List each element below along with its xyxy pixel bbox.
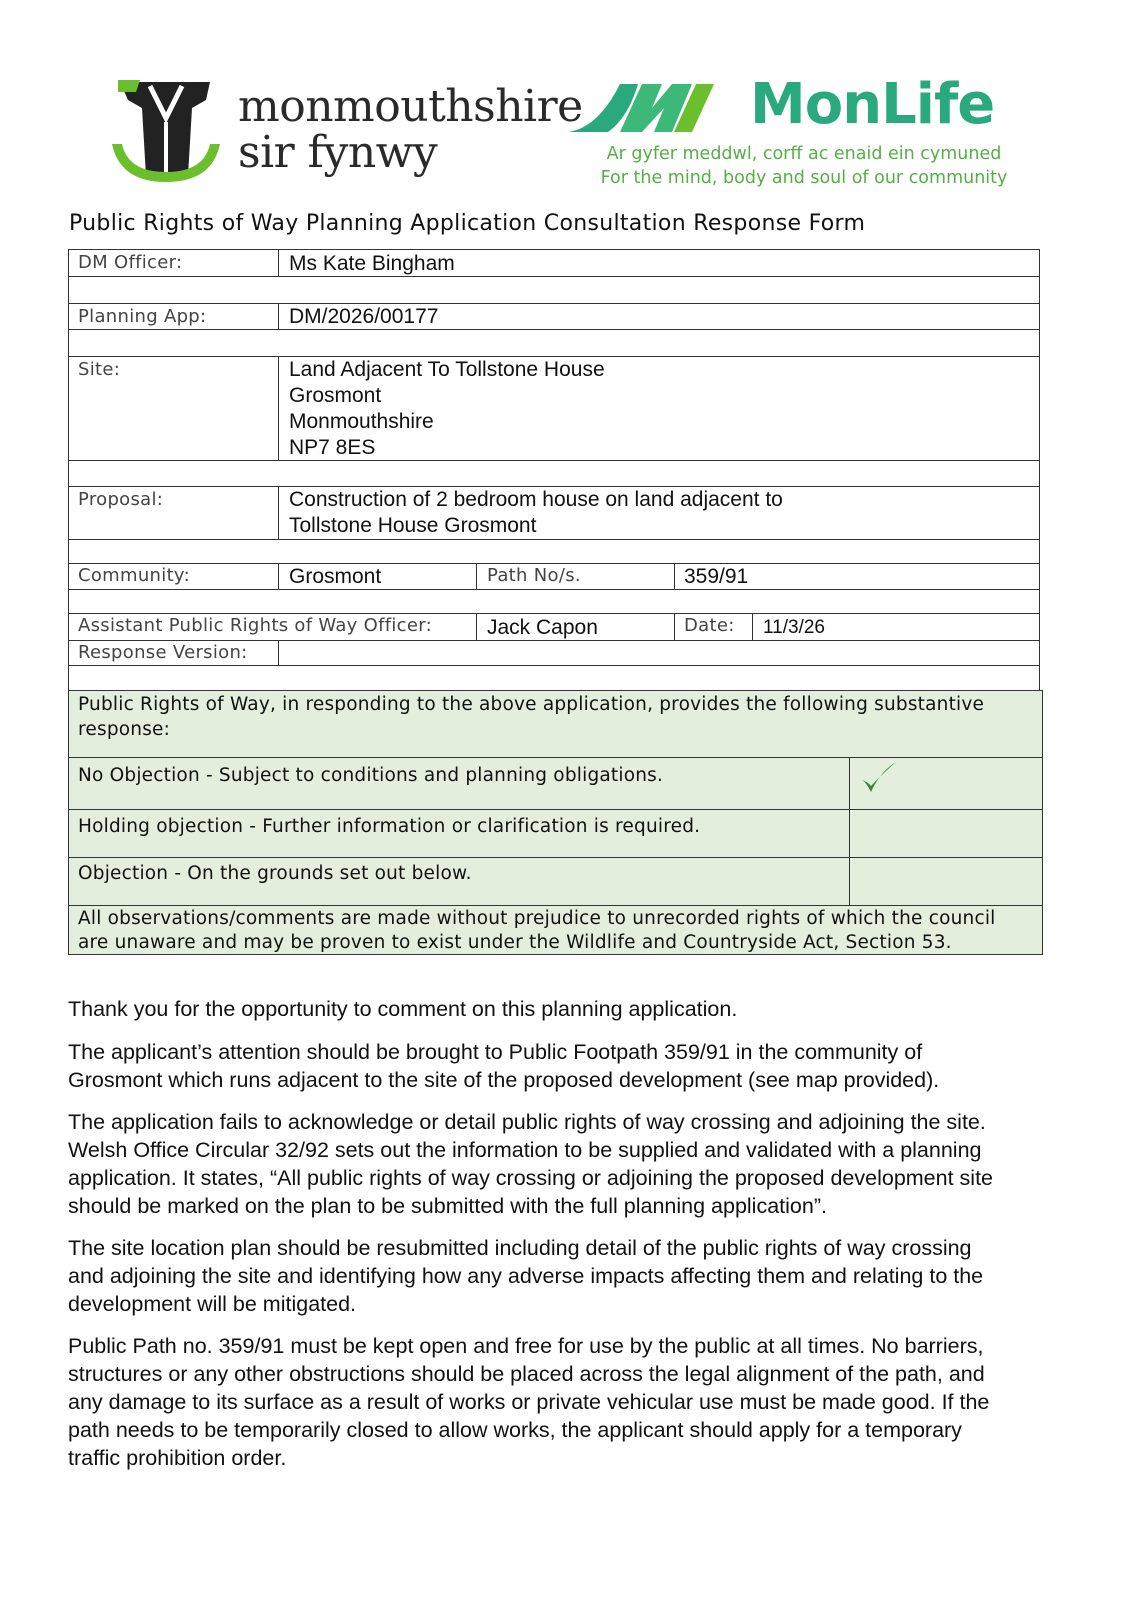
option-checkbox[interactable] [849,758,1044,809]
site-line: Land Adjacent To Tollstone House [289,358,605,381]
disclaimer-line: All observations/comments are made without prejudice to unrecorded rights of which the council [78,908,996,929]
paragraph-thanks: Thank you for the opportunity to comment on this planning application. [68,997,738,1021]
dm-officer-value: Ms Kate Bingham [289,252,455,275]
version-label: Response Version: [78,642,248,663]
paragraph-line: path needs to be temporarily closed to allow works, the applicant should apply for a temporary [68,1418,962,1442]
option-objection [68,857,1043,906]
site-row [68,356,1040,461]
spacer-row [68,589,1040,614]
response-intro-line: Public Rights of Way, in responding to the above application, provides the following substantive [78,694,985,715]
date-label: Date: [684,615,735,636]
monlife-tagline-english: For the mind, body and soul of our community [600,168,1008,188]
paragraph-line: traffic prohibition order. [68,1446,287,1470]
community-row [68,563,1040,590]
site-line: NP7 8ES [289,436,376,459]
officer-value: Jack Capon [487,616,598,639]
paragraph-line: should be marked on the plan to be submitted with the full planning application”. [68,1194,827,1218]
community-label: Community: [78,565,190,586]
proposal-row [68,486,1040,540]
paragraph-line: and adjoining the site and identifying how any adverse impacts affecting them and relating to the [68,1264,984,1288]
paragraph-line: The site location plan should be resubmitted including detail of the public rights of way crossing [68,1236,972,1260]
checkmark-icon [858,760,898,796]
paragraph-line: The application fails to acknowledge or detail public rights of way crossing and adjoining the site. [68,1110,986,1134]
option-label: Holding objection - Further information or clarification is required. [78,816,701,837]
spacer-row [68,329,1040,357]
option-no-objection [68,757,1043,810]
proposal-label: Proposal: [78,489,164,510]
dm-officer-row [68,249,1040,277]
paragraph-resubmit [68,1234,1048,1318]
planning-app-cell [278,304,1039,329]
monmouthshire-emblem-icon [110,78,222,186]
site-cell [278,357,1039,460]
dm-officer-label: DM Officer: [78,252,183,273]
path-cell [674,564,1039,589]
monlife-tagline-welsh: Ar gyfer meddwl, corff ac enaid ein cymuned [606,144,1002,164]
monlife-swoosh-icon [568,78,738,138]
proposal-line: Construction of 2 bedroom house on land adjacent to [289,488,783,511]
paragraph-line: any damage to its surface as a result of works or private vehicular use must be made good. If the [68,1390,990,1414]
proposal-line: Tollstone House Grosmont [289,514,537,537]
spacer-row [68,665,1040,691]
response-intro [68,690,1043,758]
monlife-logo [580,72,1020,202]
planning-app-label: Planning App: [78,306,207,327]
planning-app-value: DM/2026/00177 [289,305,439,328]
sir-fynwy-name: sir fynwy [238,127,438,178]
path-label: Path No/s. [487,565,581,586]
version-cell [278,641,1039,665]
paragraph-line: Welsh Office Circular 32/92 sets out the information to be supplied and validated with a planning [68,1138,982,1162]
path-value: 359/91 [684,565,749,588]
monmouthshire-wordmark [238,81,583,178]
monmouthshire-name: monmouthshire [238,81,583,132]
option-checkbox[interactable] [849,858,1044,905]
version-row [68,640,1040,666]
paragraph-line: structures or any other obstructions should be placed across the legal alignment of the path, and [68,1362,985,1386]
disclaimer-line: are unaware and may be proven to exist under the Wildlife and Countryside Act, Section 53. [78,932,952,953]
dm-officer-cell [278,250,1039,276]
path-label-cell [476,564,674,589]
community-value: Grosmont [289,565,382,588]
response-intro-line: response: [78,719,171,740]
planning-app-row [68,303,1040,330]
community-cell [278,564,476,589]
disclaimer [68,905,1043,955]
site-line: Monmouthshire [289,410,434,433]
officer-label: Assistant Public Rights of Way Officer: [78,615,432,636]
officer-cell [476,614,674,640]
paragraph-circular [68,1108,1048,1220]
spacer-row [68,539,1040,564]
date-cell [752,614,1039,640]
paragraph-line: application. It states, “All public rights of way crossing or adjoining the proposed development site [68,1166,994,1190]
paragraph-line: Grosmont which runs adjacent to the site of the proposed development (see map provided). [68,1068,940,1092]
option-label: Objection - On the grounds set out below. [78,863,472,884]
option-label: No Objection - Subject to conditions and planning obligations. [78,765,664,786]
site-line: Grosmont [289,384,382,407]
form-title: Public Rights of Way Planning Application Consultation Response Form [69,211,866,236]
spacer-row [68,460,1040,487]
monlife-wordmark: MonLife [750,72,995,137]
option-holding-objection [68,809,1043,858]
option-checkbox[interactable] [849,810,1044,857]
paragraph-path-open [68,1332,1048,1472]
site-label: Site: [78,359,121,380]
paragraph-line: The applicant’s attention should be brought to Public Footpath 359/91 in the community of [68,1040,923,1064]
date-label-cell [674,614,752,640]
date-value: 11/3/26 [763,617,825,638]
paragraph-line: development will be mitigated. [68,1292,357,1316]
spacer-row [68,276,1040,304]
paragraph-line: Public Path no. 359/91 must be kept open and free for use by the public at all times. No barriers, [68,1334,984,1358]
monmouthshire-logo [110,78,583,188]
proposal-cell [278,487,1039,539]
officer-row [68,613,1040,641]
paragraph-footpath [68,1038,1048,1094]
